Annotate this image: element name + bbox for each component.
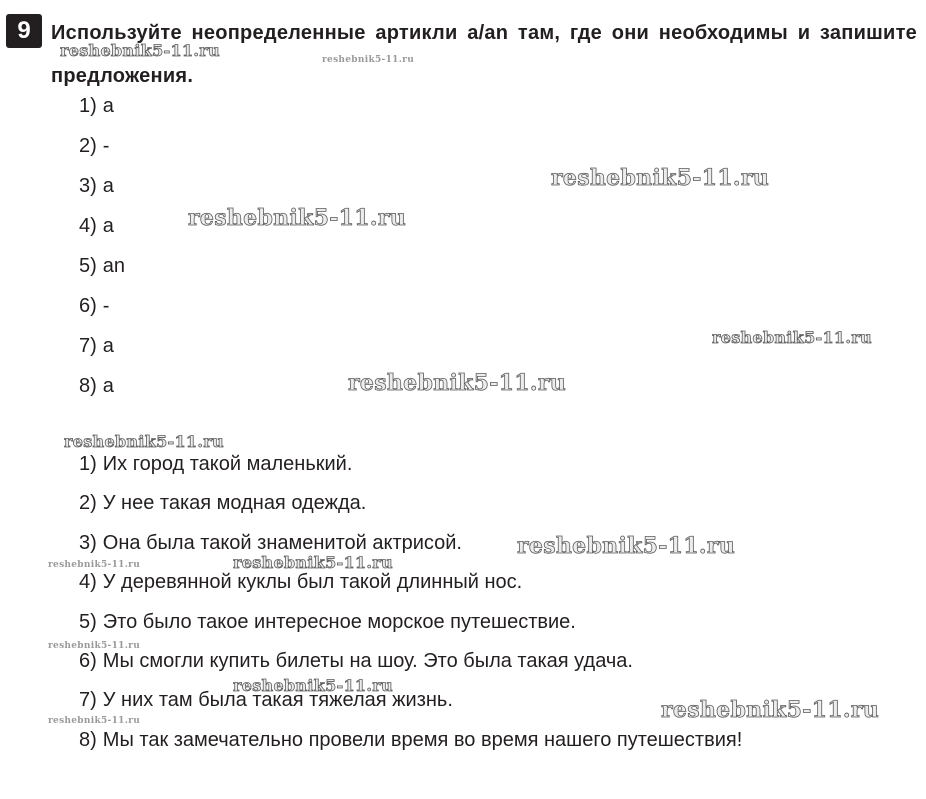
answer-item: [79, 126, 125, 166]
sentence-item-text: У деревянной куклы был такой длинный нос.: [102, 571, 523, 594]
watermark: reshebnik5-11.ru: [48, 560, 141, 570]
answer-item: [79, 246, 125, 286]
answer-item-number: 1): [79, 95, 97, 117]
answer-item-text: -: [102, 295, 110, 317]
answer-item-text: a: [102, 375, 114, 397]
sentence-item-number: 8): [79, 728, 97, 751]
sentence-item-text: У нее такая модная одежда.: [102, 492, 367, 515]
watermark: reshebnik5-11.ru: [60, 41, 220, 60]
answer-item-text: -: [102, 135, 110, 157]
sentence-item-text: Мы смогли купить билеты на шоу. Это была такая удача.: [102, 649, 633, 672]
answer-item-text: a: [102, 95, 114, 117]
watermark: reshebnik5-11.ru: [233, 676, 393, 695]
sentence-item-number: 5): [79, 610, 97, 633]
task-instruction: Используйте неопределенные артикли a/an там, где они необходимы и запишите предложения.: [51, 22, 917, 87]
watermark: reshebnik5-11.ru: [517, 533, 736, 559]
answer-item-number: 8): [79, 375, 97, 397]
sentence-item: [79, 721, 742, 760]
sentence-item-number: 6): [79, 649, 97, 672]
sentences-list: [79, 445, 742, 760]
answer-item-text: a: [102, 335, 114, 357]
watermark: reshebnik5-11.ru: [661, 697, 880, 723]
sentence-item: [79, 563, 742, 602]
sentence-item-text: У них там была такая тяжелая жизнь.: [102, 689, 453, 712]
sentence-item-number: 4): [79, 571, 97, 594]
watermark: reshebnik5-11.ru: [233, 553, 393, 572]
answer-item: [79, 326, 125, 366]
sentence-item-text: Мы так замечательно провели время во время нашего путешествия!: [102, 728, 743, 751]
sentence-item-text: Их город такой маленький.: [102, 453, 353, 475]
watermark: reshebnik5-11.ru: [64, 432, 224, 451]
sentence-item: [79, 484, 742, 523]
answer-item-number: 2): [79, 135, 97, 157]
sentence-item-text: Это было такое интересное морское путешествие.: [102, 610, 576, 633]
answers-list: [79, 86, 125, 406]
answer-item-text: a: [102, 175, 114, 197]
sentence-item-number: 7): [79, 689, 97, 712]
answer-item-text: an: [102, 255, 126, 277]
watermark: reshebnik5-11.ru: [188, 205, 407, 231]
sentence-item: [79, 681, 742, 720]
watermark: reshebnik5-11.ru: [48, 716, 141, 726]
answer-item-number: 7): [79, 335, 97, 357]
answer-item-text: a: [102, 215, 114, 237]
sentence-item: [79, 642, 742, 681]
watermark: reshebnik5-11.ru: [48, 641, 141, 651]
answer-item-number: 4): [79, 215, 97, 237]
sentence-item-text: Она была такой знаменитой актрисой.: [102, 531, 462, 554]
answer-item-number: 3): [79, 175, 97, 197]
task-number-badge: 9: [6, 14, 42, 48]
answer-item-number: 6): [79, 295, 97, 317]
answer-item-number: 5): [79, 255, 97, 277]
watermark: reshebnik5-11.ru: [712, 328, 872, 347]
watermark: reshebnik5-11.ru: [551, 165, 770, 191]
watermark: reshebnik5-11.ru: [348, 370, 567, 396]
answer-item: [79, 366, 125, 406]
answer-item: [79, 286, 125, 326]
answer-item: [79, 166, 125, 206]
sentence-item-number: 2): [79, 492, 97, 515]
sentence-item: [79, 603, 742, 642]
answer-item: [79, 86, 125, 126]
sentence-item-number: 3): [79, 531, 97, 554]
sentence-item-number: 1): [79, 453, 97, 475]
watermark: reshebnik5-11.ru: [322, 55, 415, 65]
answer-item: [79, 206, 125, 246]
